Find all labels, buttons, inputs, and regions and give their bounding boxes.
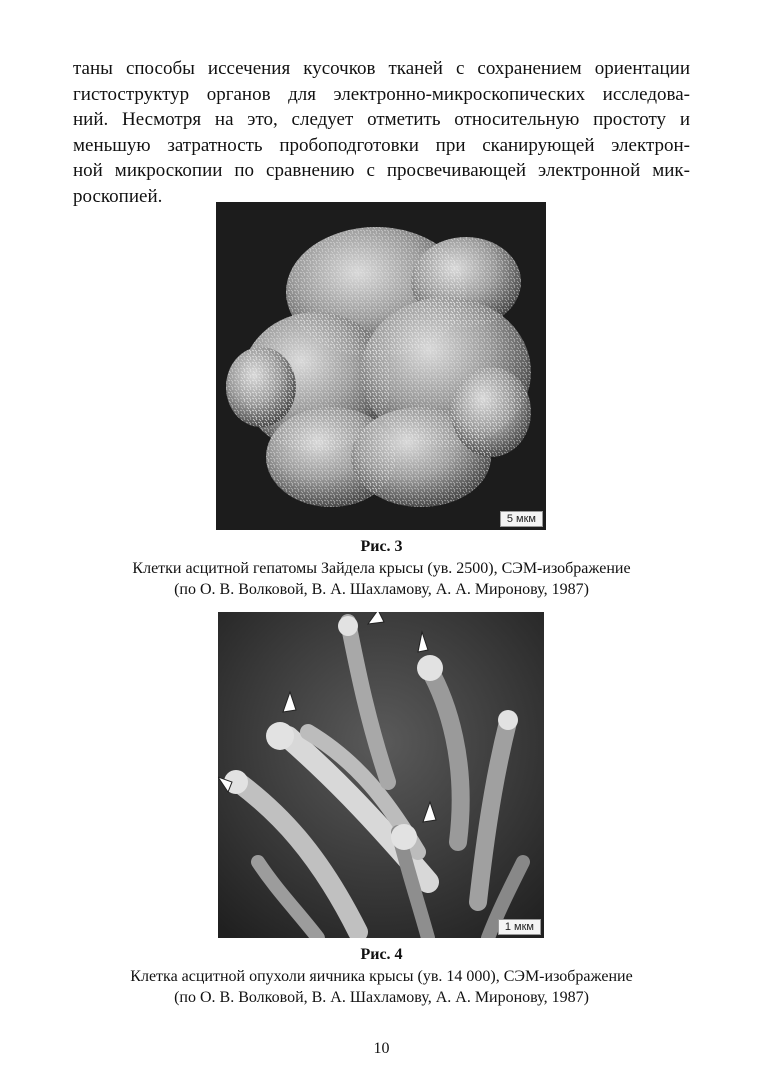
figure-3-caption-line: Клетки асцитной гепатомы Зайдела крысы (ув. 2500), СЭМ-изображение <box>132 560 631 577</box>
page-number: 10 <box>373 1040 390 1057</box>
cell-cluster-illustration <box>216 202 546 530</box>
scale-bar: 5 мкм <box>500 511 543 527</box>
paragraph-line: меньшую затратность пробоподготовки при сканирующей электрон- <box>73 134 690 156</box>
figure-4-caption-line: (по О. В. Волковой, В. А. Шахламову, А. А. Миронову, 1987) <box>174 989 589 1006</box>
paragraph-line: ний. Несмотря на это, следует отметить относительную простоту и <box>73 109 690 130</box>
microvilli-illustration <box>218 612 544 938</box>
figure-3-title: Рис. 3 <box>360 538 403 555</box>
paragraph-line: таны способы иссечения кусочков тканей с сохранением ориентации <box>73 58 690 79</box>
figure-4-title: Рис. 4 <box>360 946 403 963</box>
body-paragraph <box>73 56 690 209</box>
figure-4-sem-image <box>218 612 544 938</box>
paragraph-line: роскопией. <box>73 185 163 207</box>
figure-4-caption-line: Клетка асцитной опухоли яичника крысы (ув. 14 000), СЭМ-изображение <box>130 968 633 985</box>
scale-bar: 1 мкм <box>498 919 541 935</box>
figure-3-sem-image <box>216 202 546 530</box>
figure-3-caption-line: (по О. В. Волковой, В. А. Шахламову, А. А. Миронову, 1987) <box>174 581 589 598</box>
paragraph-line: ной микроскопии по сравнению с просвечивающей электронной мик- <box>73 160 690 181</box>
paragraph-line: гистоструктур органов для электронно-микроскопических исследова- <box>73 83 690 105</box>
